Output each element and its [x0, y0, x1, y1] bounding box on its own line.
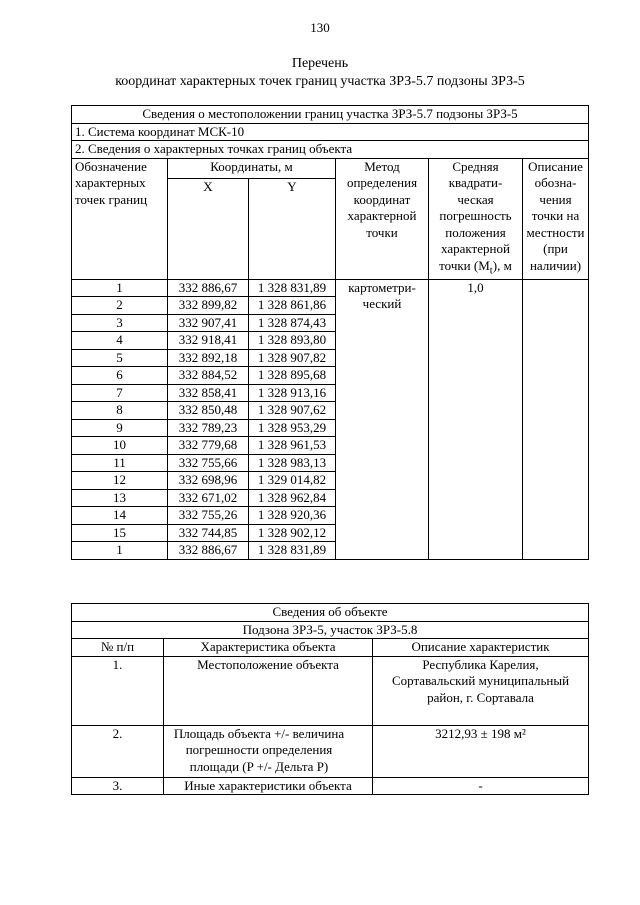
point-y: 1 328 902,12: [249, 524, 336, 542]
object-row-characteristic: Иные характеристики объекта: [164, 777, 373, 795]
point-x: 332 892,18: [168, 349, 249, 367]
point-x: 332 858,41: [168, 384, 249, 402]
point-number: 7: [72, 384, 168, 402]
point-x: 332 779,68: [168, 437, 249, 455]
object-row-characteristic: Площадь объекта +/- величина погрешности определения площади (P +/- Дельта P): [164, 725, 373, 777]
point-x: 332 850,48: [168, 402, 249, 420]
error-value: 1,0: [429, 279, 523, 559]
boundary-points-table: [71, 105, 589, 560]
point-x: 332 755,26: [168, 507, 249, 525]
point-y: 1 328 962,84: [249, 489, 336, 507]
object-row-description: Республика Карелия, Сортавальский муниципальный район, г. Сортавала: [373, 656, 589, 725]
document-title: [0, 55, 640, 91]
point-number: 13: [72, 489, 168, 507]
method-value: картометри-ческий: [336, 279, 429, 559]
object-row-description: -: [373, 777, 589, 795]
col-header-error-text: Средняя квадрати-ческая погрешность положения характерной точки (M: [439, 158, 512, 273]
point-number: 15: [72, 524, 168, 542]
point-x: 332 886,67: [168, 542, 249, 560]
coordinate-system-row: 1. Система координат МСК-10: [72, 123, 589, 141]
point-x: 332 899,82: [168, 297, 249, 315]
object-row-description: 3212,93 ± 198 м²: [373, 725, 589, 777]
point-number: 8: [72, 402, 168, 420]
col-header-method: Метод определения координат характерной точки: [336, 158, 429, 279]
point-number: 14: [72, 507, 168, 525]
point-number: 6: [72, 367, 168, 385]
object-table-subheader: Подзона ЗРЗ-5, участок ЗРЗ-5.8: [72, 621, 589, 639]
point-row: [72, 279, 589, 297]
description-value: [523, 279, 589, 559]
point-y: 1 329 014,82: [249, 472, 336, 490]
page-number: 130: [310, 20, 330, 35]
point-y: 1 328 831,89: [249, 542, 336, 560]
boundary-table-header: Сведения о местоположении границ участка ЗРЗ-5.7 подзоны ЗРЗ-5: [72, 106, 589, 124]
point-x: 332 918,41: [168, 332, 249, 350]
object-row-num: 3.: [72, 777, 164, 795]
point-x: 332 886,67: [168, 279, 249, 297]
point-y: 1 328 953,29: [249, 419, 336, 437]
boundary-points-body: [72, 279, 589, 559]
point-number: 2: [72, 297, 168, 315]
col-header-characteristic: Характеристика объекта: [164, 639, 373, 657]
col-header-error-unit: ), м: [492, 257, 512, 273]
point-y: 1 328 983,13: [249, 454, 336, 472]
point-y: 1 328 831,89: [249, 279, 336, 297]
object-row-num: 1.: [72, 656, 164, 725]
point-y: 1 328 907,62: [249, 402, 336, 420]
point-y: 1 328 913,16: [249, 384, 336, 402]
point-y: 1 328 961,53: [249, 437, 336, 455]
point-number: 11: [72, 454, 168, 472]
point-number: 5: [72, 349, 168, 367]
points-section-row: 2. Сведения о характерных точках границ объекта: [72, 141, 589, 159]
col-header-error-subscript: t: [489, 264, 493, 277]
object-row-num: 2.: [72, 725, 164, 777]
point-y: 1 328 861,86: [249, 297, 336, 315]
col-header-point-designation: Обозначение характерных точек границ: [72, 158, 168, 279]
point-y: 1 328 920,36: [249, 507, 336, 525]
point-number: 1: [72, 279, 168, 297]
point-x: 332 671,02: [168, 489, 249, 507]
point-x: 332 789,23: [168, 419, 249, 437]
point-number: 4: [72, 332, 168, 350]
point-number: 12: [72, 472, 168, 490]
object-row-characteristic: Местоположение объекта: [164, 656, 373, 725]
point-number: 10: [72, 437, 168, 455]
point-y: 1 328 874,43: [249, 314, 336, 332]
col-header-num: № п/п: [72, 639, 164, 657]
point-x: 332 744,85: [168, 524, 249, 542]
col-header-coordinates: Координаты, м: [168, 158, 336, 178]
point-x: 332 698,96: [168, 472, 249, 490]
col-header-error: [429, 158, 523, 279]
title-line-1: Перечень: [291, 56, 349, 71]
object-table-header: Сведения об объекте: [72, 604, 589, 622]
point-y: 1 328 907,82: [249, 349, 336, 367]
point-y: 1 328 893,80: [249, 332, 336, 350]
point-number: 1: [72, 542, 168, 560]
col-header-y: Y: [249, 178, 336, 279]
point-x: 332 755,66: [168, 454, 249, 472]
point-y: 1 328 895,68: [249, 367, 336, 385]
title-line-2: координат характерных точек границ участка ЗРЗ-5.7 подзоны ЗРЗ-5: [115, 74, 525, 89]
point-x: 332 884,52: [168, 367, 249, 385]
col-header-description: Описание обозна-чения точки на местности (при наличии): [523, 158, 589, 279]
col-header-char-description: Описание характеристик: [373, 639, 589, 657]
col-header-x: X: [168, 178, 249, 279]
point-x: 332 907,41: [168, 314, 249, 332]
point-number: 3: [72, 314, 168, 332]
object-info-table: [71, 603, 589, 795]
point-number: 9: [72, 419, 168, 437]
